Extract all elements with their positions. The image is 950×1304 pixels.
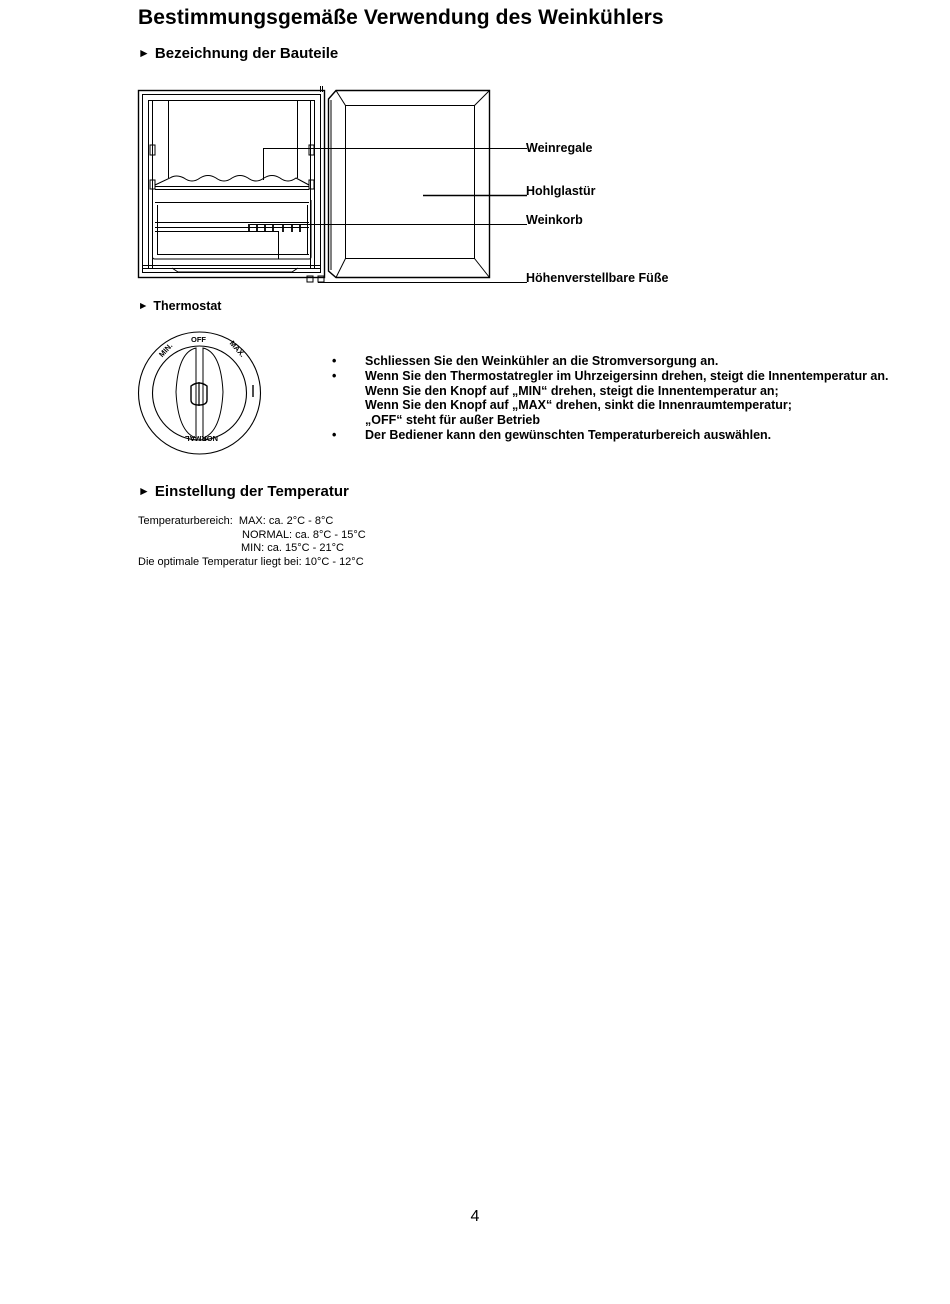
dial-label-off: OFF (191, 335, 206, 344)
instruction-line: • Wenn Sie den Thermostatregler im Uhrzeigersinn drehen, steigt die Innentemperatur an. (365, 368, 889, 383)
page-title: Bestimmungsgemäße Verwendung des Weinkühlers (138, 6, 664, 29)
dial-label-max: MAX. (227, 338, 247, 359)
temperature-range-max-row (138, 515, 366, 529)
label-wine-shelves: Weinregale (526, 141, 593, 155)
temperature-optimal: Die optimale Temperatur liegt bei: 10°C - 12°C (138, 555, 364, 568)
label-adjustable-feet: Höhenverstellbare Füße (526, 271, 669, 285)
dial-label-min: MIN. (157, 341, 175, 359)
section-heading-temperature (138, 483, 349, 500)
dial-label-normal: NORMAL (185, 434, 218, 443)
temperature-max: MAX: ca. 2°C - 8°C (238, 515, 334, 527)
section-heading-thermostat (138, 299, 221, 313)
list-item (332, 354, 889, 369)
temperature-normal: NORMAL: ca. 8°C - 15°C (242, 528, 366, 541)
temperature-range-label: Temperaturbereich: (138, 515, 233, 527)
arrow-icon: ► (138, 46, 150, 60)
page-number: 4 (470, 1208, 480, 1225)
section-heading-temperature-text: Einstellung der Temperatur (154, 483, 349, 500)
temperature-ranges (138, 515, 366, 569)
instruction-line: • Schliessen Sie den Weinkühler an die Stromversorgung an. (365, 354, 719, 368)
temperature-min: MIN: ca. 15°C - 21°C (241, 542, 344, 554)
thermostat-instructions (332, 354, 889, 443)
section-heading-parts-text: Bezeichnung der Bauteile (154, 45, 339, 62)
section-heading-thermostat-text: Thermostat (153, 299, 222, 313)
list-item (332, 369, 889, 428)
wine-cooler-diagram (0, 0, 950, 300)
arrow-icon: ► (138, 484, 150, 498)
instruction-line: „OFF“ steht für außer Betrieb (365, 413, 541, 428)
instruction-line: • Der Bediener kann den gewünschten Temperaturbereich auswählen. (365, 427, 772, 442)
thermostat-dial-icon (136, 330, 266, 456)
instruction-line: Wenn Sie den Knopf auf „MAX“ drehen, sinkt die Innenraumtemperatur; (365, 398, 792, 413)
label-glass-door: Hohlglastür (526, 184, 596, 198)
arrow-icon: ► (138, 300, 149, 312)
instruction-line: Wenn Sie den Knopf auf „MIN“ drehen, steigt die Innentemperatur an; (365, 383, 779, 398)
list-item (332, 428, 889, 443)
label-wine-basket: Weinkorb (526, 213, 583, 227)
